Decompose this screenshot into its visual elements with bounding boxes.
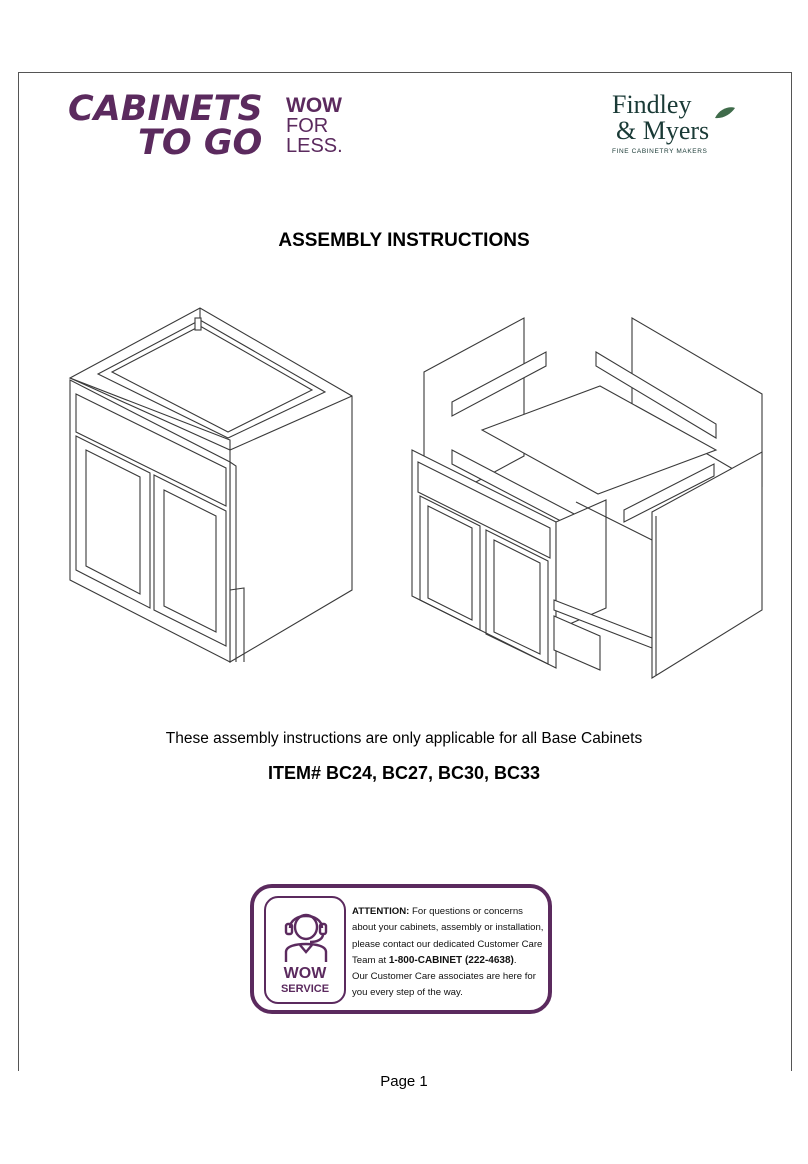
fm-subtitle: FINE CABINETRY MAKERS — [612, 148, 708, 155]
leaf-icon — [714, 106, 736, 120]
ctg-line1: CABINETS — [68, 89, 263, 129]
exploded-cabinet-drawing — [412, 318, 762, 678]
badge-wow: WOW — [283, 965, 327, 982]
page-number: Page 1 — [380, 1073, 428, 1090]
attention-line4-prefix: Team at — [352, 954, 387, 966]
attention-label: ATTENTION: — [352, 906, 410, 917]
fm-line2: & Myers — [616, 116, 710, 145]
intro-text: These assembly instructions are only applicable for all Base Cabinets — [165, 730, 643, 747]
attention-line1: For questions or concerns — [412, 906, 523, 917]
findley-myers-logo — [612, 92, 736, 162]
attention-line4-suffix: . — [513, 954, 517, 966]
badge-service: SERVICE — [280, 983, 330, 995]
assembled-cabinet-drawing — [70, 308, 352, 662]
page-title: ASSEMBLY INSTRUCTIONS — [278, 230, 530, 251]
attention-line5: Our Customer Care associates are here for — [352, 971, 536, 983]
attention-line2: about your cabinets, assembly or installation, — [352, 922, 544, 934]
ctg-tag-wow: WOW — [286, 94, 342, 117]
cabinets-to-go-logo — [68, 89, 358, 164]
item-numbers: ITEM# BC24, BC27, BC30, BC33 — [267, 763, 541, 783]
attention-line3: please contact our dedicated Customer Care — [352, 938, 543, 950]
wow-service-badge — [264, 896, 346, 1004]
cabinet-illustrations — [40, 290, 780, 700]
customer-service-box — [250, 884, 552, 1014]
attention-message — [352, 904, 548, 1002]
ctg-tag-less: LESS. — [286, 135, 343, 157]
phone-number[interactable]: 1-800-CABINET (222-4638) — [388, 954, 514, 966]
ctg-line2: TO GO — [138, 123, 263, 163]
headset-agent-icon — [272, 902, 340, 964]
fm-line1: Findley — [612, 90, 692, 119]
attention-line6: you every step of the way. — [352, 987, 463, 999]
ctg-tagline — [286, 96, 343, 156]
ctg-wordmark — [68, 89, 263, 163]
ctg-tag-for: FOR — [286, 115, 329, 137]
